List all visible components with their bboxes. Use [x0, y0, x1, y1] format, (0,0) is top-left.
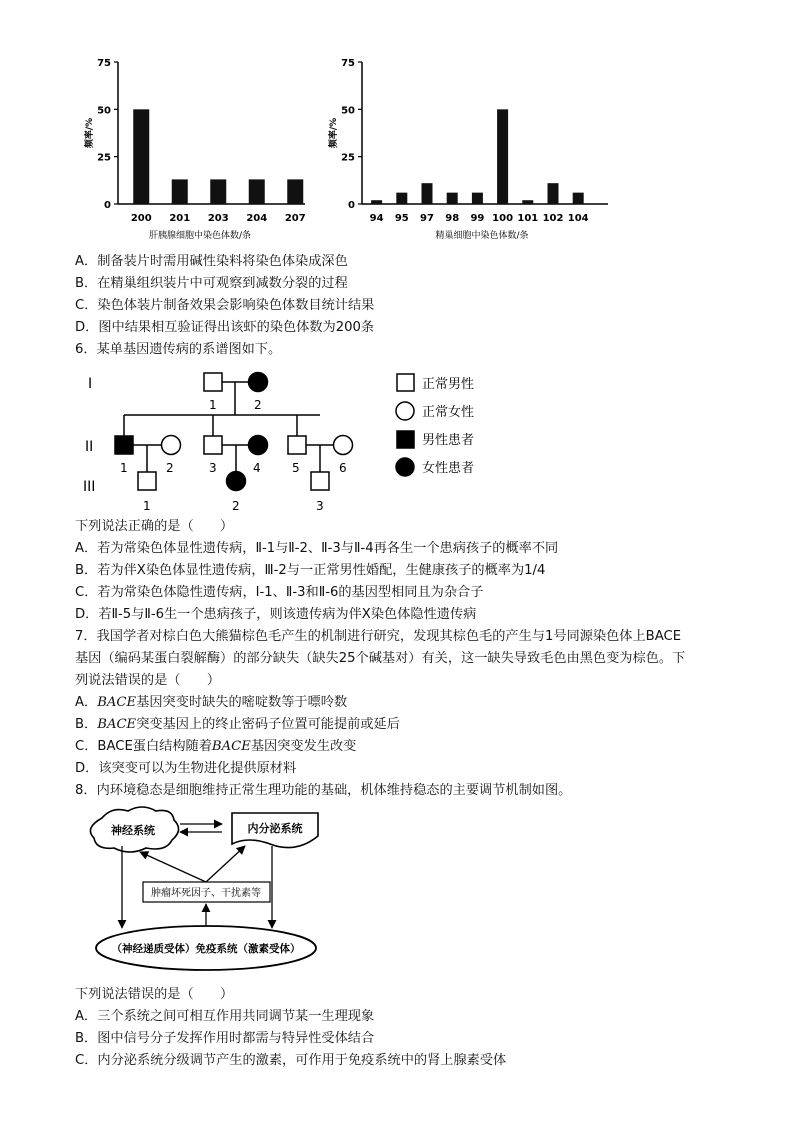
- x-axis-title: 精巢细胞中染色体数/条: [435, 231, 529, 241]
- ii-1-affected-male: [115, 436, 133, 454]
- y-axis-title: 频率/%: [329, 117, 339, 149]
- ii-6-normal-female: [334, 436, 353, 455]
- immune-system-ellipse: [96, 926, 316, 970]
- y-tick-label: 50: [341, 105, 355, 117]
- q6-option-c: C．若为常染色体隐性遗传病，Ⅰ-1、Ⅱ-3和Ⅱ-6的基因型相同且为杂合子: [75, 585, 484, 600]
- bar: [396, 193, 407, 204]
- q5-option-c: C．染色体装片制备效果会影响染色体数目统计结果: [75, 298, 375, 313]
- num-iii-1: 1: [143, 499, 151, 513]
- q6-option-a: A．若为常染色体显性遗传病，Ⅱ-1与Ⅱ-2、Ⅱ-3与Ⅱ-4再各生一个患病孩子的概率不同: [75, 541, 559, 556]
- bar: [172, 179, 188, 204]
- bar: [287, 179, 303, 204]
- bar: [573, 193, 584, 204]
- regulation-diagram: [0, 800, 794, 990]
- legend-normal-female-symbol: [396, 402, 414, 420]
- i-2-affected-female: [249, 373, 268, 392]
- num-iii-3: 3: [316, 499, 324, 513]
- num-ii-5: 5: [292, 461, 300, 475]
- q7-stem-line3: 列说法错误的是（ ）: [75, 673, 221, 688]
- num-ii-1: 1: [120, 461, 128, 475]
- bar: [447, 193, 458, 204]
- num-ii-6: 6: [339, 461, 347, 475]
- x-tick-label: 207: [284, 213, 306, 224]
- x-tick-label: 101: [517, 213, 539, 224]
- bar: [210, 179, 226, 204]
- chart-hepatopancreas: [83, 58, 306, 241]
- q8-option-c: C．内分泌系统分级调节产生的激素，可作用于免疫系统中的肾上腺素受体: [75, 1053, 507, 1068]
- y-tick-label: 0: [104, 200, 111, 211]
- q8-option-a: A．三个系统之间可相互作用共同调节某一生理现象: [75, 1009, 375, 1024]
- q7-option-c: C．BACE蛋白结构随着BACE基因突变发生改变: [75, 739, 357, 754]
- nervous-system-cloud: [90, 807, 178, 852]
- iii-3-normal-male: [311, 472, 329, 490]
- bar: [133, 109, 149, 204]
- y-tick-label: 75: [97, 58, 111, 69]
- iii-1-normal-male: [138, 472, 156, 490]
- y-axis-title: 频率/%: [85, 117, 95, 149]
- x-tick-label: 97: [420, 213, 434, 224]
- x-tick-label: 104: [567, 213, 589, 224]
- q6-stem: 6．某单基因遗传病的系谱图如下。: [75, 342, 282, 357]
- legend-affected-male-symbol: [397, 431, 414, 448]
- x-tick-label: 98: [445, 213, 460, 224]
- y-tick-label: 25: [341, 152, 355, 164]
- legend-affected-female-symbol: [396, 458, 414, 476]
- ii-5-normal-male: [288, 436, 306, 454]
- x-tick-label: 100: [492, 213, 514, 224]
- num-iii-2: 2: [232, 499, 240, 513]
- i-1-normal-male: [204, 373, 222, 391]
- q7-stem-line2: 基因（编码某蛋白裂解酶）的部分缺失（缺失25个碱基对）有关，这一缺失导致毛色由黑色变为棕色。下: [75, 651, 686, 666]
- gen-label-iii: III: [83, 479, 96, 495]
- x-tick-label: 200: [130, 213, 152, 224]
- legend-affected-female: 女性患者: [422, 461, 475, 476]
- bar: [548, 183, 559, 204]
- pedigree-chart: [0, 360, 794, 520]
- num-ii-2: 2: [166, 461, 174, 475]
- q5-option-b: B．在精巢组织装片中可观察到减数分裂的过程: [75, 276, 348, 291]
- endocrine-system-box: [232, 813, 318, 848]
- bar: [522, 200, 533, 204]
- chromosome-charts: [0, 0, 794, 250]
- y-tick-label: 0: [348, 200, 355, 211]
- x-tick-label: 201: [169, 213, 191, 224]
- num-i-2: 2: [254, 398, 262, 412]
- num-ii-4: 4: [253, 461, 261, 475]
- q8-prompt: 下列说法错误的是（ ）: [75, 987, 234, 1002]
- x-axis-title: 肝胰腺细胞中染色体数/条: [148, 231, 252, 241]
- q7-option-d: D．该突变可以为生物进化提供原材料: [75, 761, 297, 776]
- legend-affected-male: 男性患者: [422, 433, 475, 448]
- y-tick-label: 25: [97, 152, 111, 164]
- q6-prompt: 下列说法正确的是（ ）: [75, 519, 234, 534]
- num-ii-3: 3: [209, 461, 217, 475]
- q7-option-b: B．BACE突变基因上的终止密码子位置可能提前或延后: [75, 717, 400, 732]
- legend-normal-male: 正常男性: [422, 377, 475, 392]
- y-tick-label: 50: [97, 105, 111, 117]
- chart-testis: [327, 58, 608, 241]
- gen-label-i: I: [88, 376, 93, 392]
- bar: [497, 109, 508, 204]
- ii-2-normal-female: [162, 436, 181, 455]
- x-tick-label: 203: [207, 213, 229, 224]
- x-tick-label: 102: [542, 213, 564, 224]
- immune-system-label: （神经递质受体）免疫系统（激素受体）: [111, 943, 301, 955]
- nervous-system-label: 神经系统: [111, 824, 155, 837]
- legend-normal-male-symbol: [397, 374, 414, 391]
- bar: [472, 193, 483, 204]
- x-tick-label: 95: [394, 213, 409, 224]
- gen-label-ii: II: [85, 439, 94, 455]
- ii-4-affected-female: [249, 436, 268, 455]
- legend-normal-female: 正常女性: [422, 405, 475, 420]
- q6-option-d: D．若Ⅱ-5与Ⅱ-6生一个患病孩子，则该遗传病为伴X染色体隐性遗传病: [75, 607, 477, 622]
- q8-stem: 8．内环境稳态是细胞维持正常生理功能的基础，机体维持稳态的主要调节机制如图。: [75, 783, 572, 798]
- endocrine-system-label: 内分泌系统: [247, 822, 303, 835]
- q7-option-a: A．BACE基因突变时缺失的嘧啶数等于嘌呤数: [75, 695, 348, 710]
- q5-option-d: D．图中结果相互验证得出该虾的染色体数为200条: [75, 320, 375, 335]
- bar: [422, 183, 433, 204]
- x-tick-label: 94: [369, 213, 384, 224]
- iii-2-affected-female: [227, 472, 246, 491]
- bar: [371, 200, 382, 204]
- x-tick-label: 204: [246, 213, 268, 224]
- factors-label: 肿瘤坏死因子、干扰素等: [151, 888, 261, 899]
- bar: [249, 179, 265, 204]
- x-tick-label: 99: [470, 213, 485, 224]
- ii-3-normal-male: [204, 436, 222, 454]
- q5-option-a: A．制备装片时需用碱性染料将染色体染成深色: [75, 254, 348, 269]
- q8-option-b: B．图中信号分子发挥作用时都需与特异性受体结合: [75, 1031, 375, 1046]
- q7-stem-line1: 7．我国学者对棕白色大熊猫棕色毛产生的机制进行研究，发现其棕色毛的产生与1号同源染色体上BACE: [75, 629, 682, 644]
- y-tick-label: 75: [341, 58, 355, 69]
- q6-option-b: B．若为伴X染色体显性遗传病，Ⅲ-2与一正常男性婚配，生健康孩子的概率为1/4: [75, 563, 546, 578]
- num-i-1: 1: [209, 398, 217, 412]
